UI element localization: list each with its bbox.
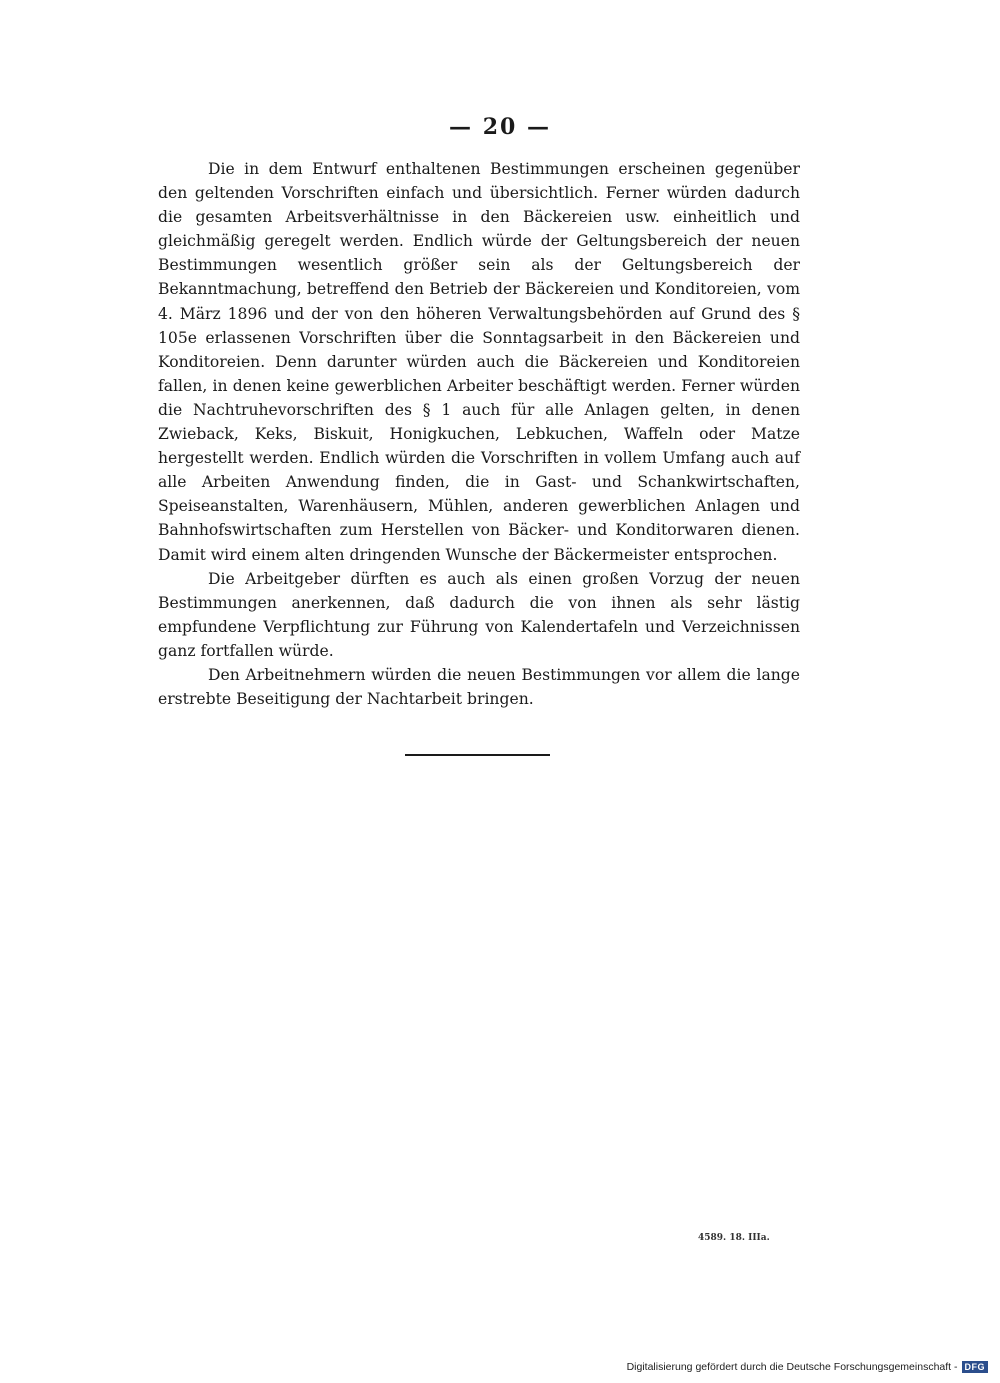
body-text: [158, 157, 800, 711]
print-code: 4589. 18. IIIa.: [698, 1233, 770, 1243]
paragraph-2: Die Arbeitgeber dürften es auch als einen großen Vorzug der neuen Bestimmungen anerkennen, daß dadurch die von ihnen als sehr lästig empfundene Verpflichtung zur Führung von Kalendertafeln und Verzeichnissen ganz fortfallen würde.: [158, 569, 800, 660]
paragraph-1: Die in dem Entwurf enthaltenen Bestimmungen erscheinen gegenüber den geltenden Vorschriften einfach und übersichtlich. Ferner würden dadurch die gesamten Arbeitsverhältnisse in den Bäckereien usw. einheitlich und gleichmäßig geregelt werden. Endlich würde der Geltungsbereich der neuen Bestimmungen wesentlich größer sein als der Geltungsbereich der Bekanntmachung, betreffend den Betrieb der Bäckereien und Konditoreien, vom 4. März 1896 und der von den höheren Verwaltungsbehörden auf Grund des § 105e erlassenen Vorschriften über die Sonntagsarbeit in den Bäckereien und Konditoreien. Denn darunter würden auch die Bäckereien und Konditoreien fallen, in denen keine gewerblichen Arbeiter beschäftigt werden. Ferner würden die Nachtruhevorschriften des § 1 auch für alle Anlagen gelten, in denen Zwieback, Keks, Biskuit, Honigkuchen, Lebkuchen, Waffeln oder Matze hergestellt werden. Endlich würden die Vorschriften in vollem Umfang auch auf alle Arbeiten Anwendung finden, die in Gast- und Schankwirtschaften, Speiseanstalten, Warenhäusern, Mühlen, anderen gewerblichen Anlagen und Bahnhofswirtschaften zum Herstellen von Bäcker- und Konditorwaren dienen. Damit wird einem alten dringenden Wunsche der Bäckermeister entsprochen.: [158, 160, 800, 564]
paragraph-3: Den Arbeitnehmern würden die neuen Bestimmungen vor allem die lange erstrebte Beseitigung der Nachtarbeit bringen.: [158, 665, 800, 709]
footer: [627, 1361, 988, 1373]
page-number: — 20 —: [449, 114, 551, 140]
dfg-logo-icon: DFG: [962, 1361, 989, 1373]
section-divider: [405, 754, 550, 756]
footer-text: Digitalisierung gefördert durch die Deutsche Forschungsgemeinschaft -: [626, 1361, 958, 1373]
